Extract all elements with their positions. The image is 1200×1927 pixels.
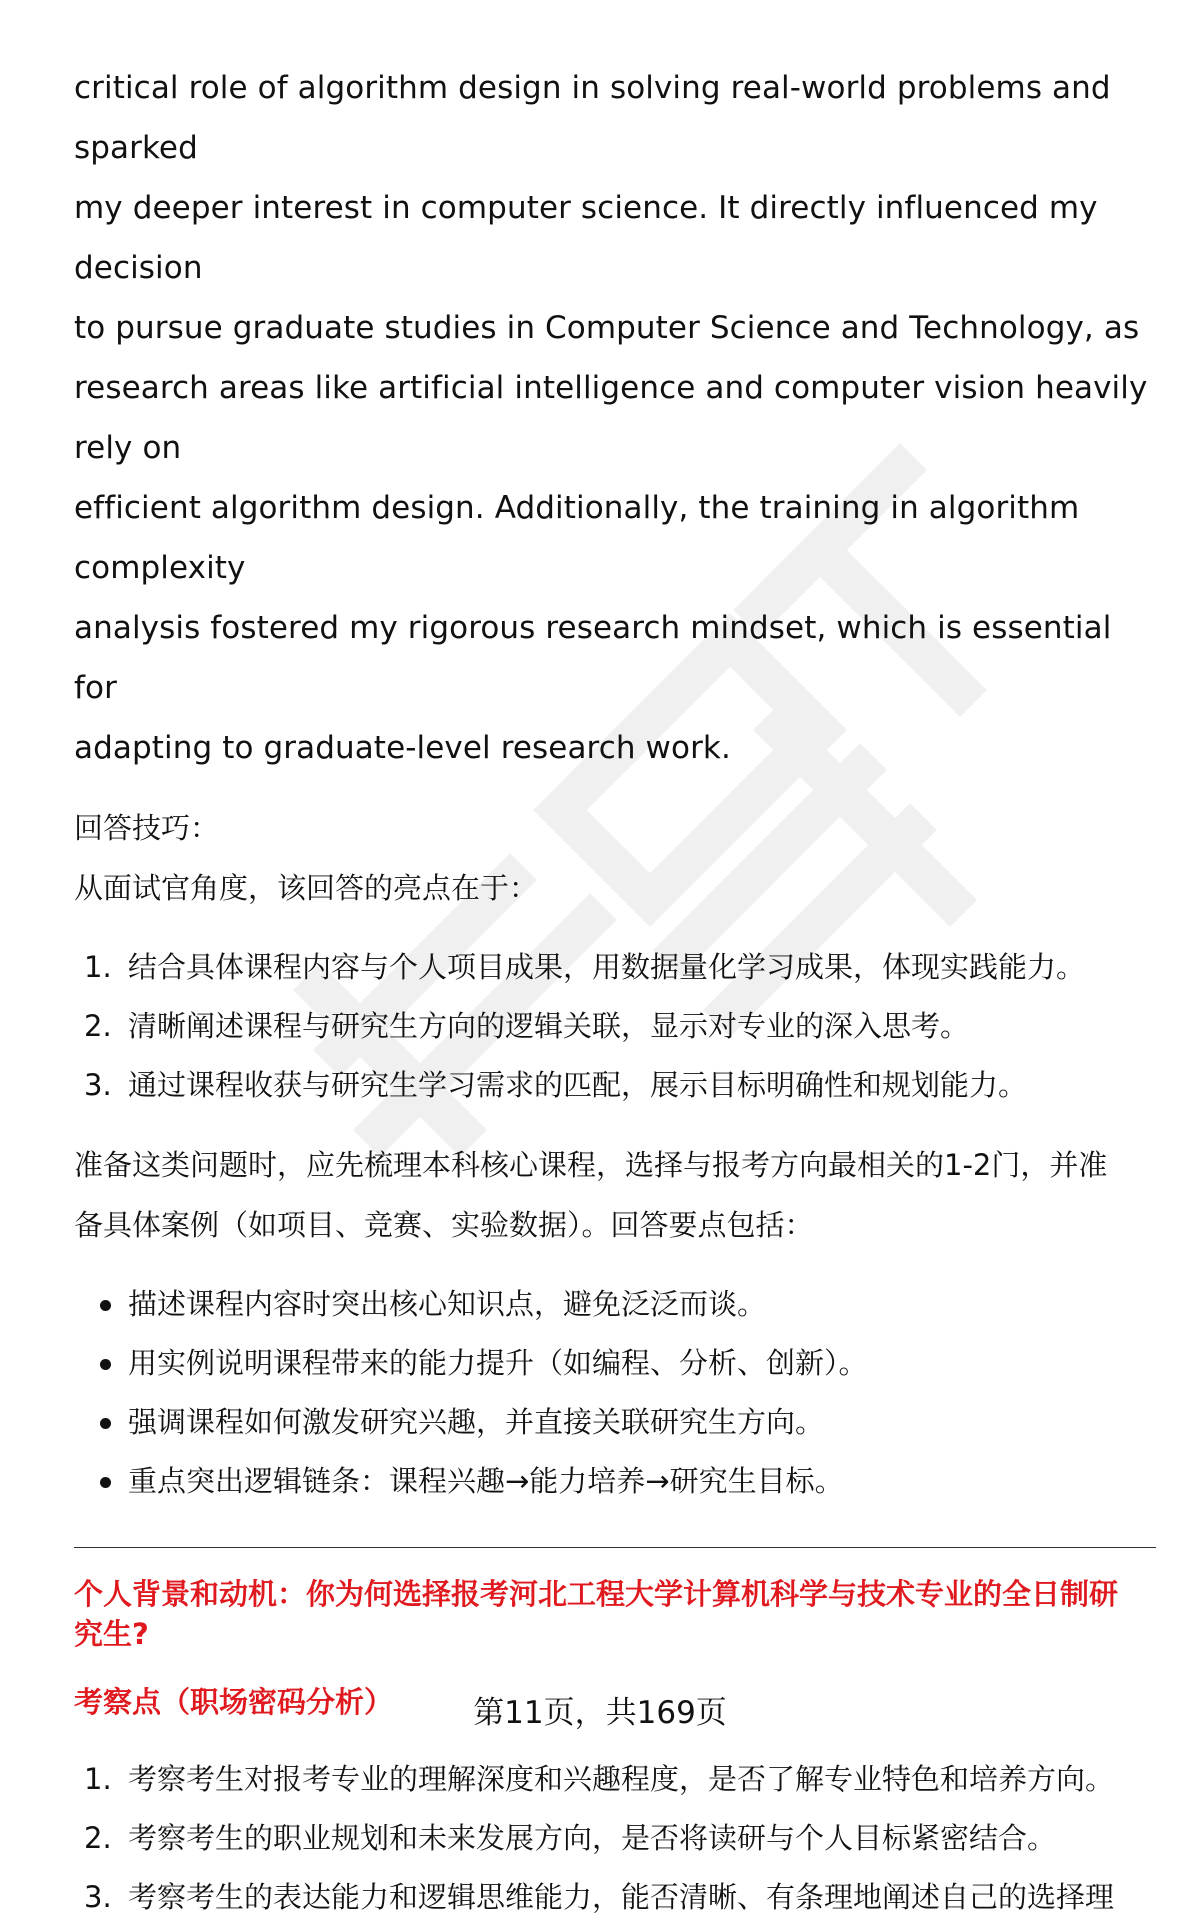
prep-line: 备具体案例（如项目、竞赛、实验数据）。回答要点包括： xyxy=(74,1208,814,1242)
list-item xyxy=(74,1809,1156,1868)
points-list xyxy=(74,1275,1156,1511)
list-number: 3. xyxy=(84,1880,112,1914)
list-item xyxy=(74,1056,1156,1115)
list-item-text: 用实例说明课程带来的能力提升（如编程、分析、创新）。 xyxy=(128,1346,868,1380)
list-item-text: 强调课程如何激发研究兴趣，并直接关联研究生方向。 xyxy=(128,1405,825,1439)
highlights-list xyxy=(74,938,1156,1115)
intro-line: efficient algorithm design. Additionally, the training in algorithm complexity xyxy=(74,490,1080,586)
intro-line: adapting to graduate-level research work. xyxy=(74,730,731,766)
list-item xyxy=(74,1275,1156,1334)
list-number: 1. xyxy=(84,1762,112,1796)
list-item xyxy=(74,1868,1156,1927)
intro-line: analysis fostered my rigorous research mindset, which is essential for xyxy=(74,610,1112,706)
prep-line: 准备这类问题时，应先梳理本科核心课程，选择与报考方向最相关的1-2门，并准 xyxy=(74,1148,1108,1182)
list-item xyxy=(74,1393,1156,1452)
document-page xyxy=(74,58,1156,1927)
bullet-icon xyxy=(100,1418,111,1429)
question-line: 个人背景和动机：你为何选择报考河北工程大学计算机科学与技术专业的全日制研 xyxy=(74,1577,1119,1611)
intro-paragraph xyxy=(74,58,1156,778)
list-item-text: 考察考生的表达能力和逻辑思维能力，能否清晰、有条理地阐述自己的选择理 xyxy=(128,1880,1115,1914)
list-item xyxy=(74,1334,1156,1393)
intro-line: critical role of algorithm design in solving real-world problems and sparked xyxy=(74,70,1111,166)
bullet-icon xyxy=(100,1359,111,1370)
intro-line: my deeper interest in computer science. It directly influenced my decision xyxy=(74,190,1098,286)
bullet-icon xyxy=(100,1477,111,1488)
list-item-text: 清晰阐述课程与研究生方向的逻辑关联，显示对专业的深入思考。 xyxy=(128,1009,970,1043)
page-footer: 第11页，共169页 xyxy=(473,1695,727,1731)
list-item xyxy=(74,1452,1156,1511)
prep-paragraph xyxy=(74,1135,1156,1255)
list-item-text: 考察考生的职业规划和未来发展方向，是否将读研与个人目标紧密结合。 xyxy=(128,1821,1057,1855)
list-item-text: 考察考生对报考专业的理解深度和兴趣程度，是否了解专业特色和培养方向。 xyxy=(128,1762,1115,1796)
intro-line: research areas like artificial intelligence and computer vision heavily rely on xyxy=(74,370,1148,466)
intro-line: to pursue graduate studies in Computer Science and Technology, as xyxy=(74,310,1140,346)
question-line: 究生? xyxy=(74,1617,149,1651)
exam-points-list xyxy=(74,1750,1156,1927)
list-item-text: 描述课程内容时突出核心知识点，避免泛泛而谈。 xyxy=(128,1287,767,1321)
list-item xyxy=(74,938,1156,997)
list-item xyxy=(74,997,1156,1056)
tips-label: 回答技巧： xyxy=(74,811,220,845)
list-number: 2. xyxy=(84,1821,112,1855)
list-item-text: 重点突出逻辑链条：课程兴趣→能力培养→研究生目标。 xyxy=(128,1464,844,1498)
section-divider xyxy=(74,1547,1156,1548)
question-heading xyxy=(74,1574,1156,1654)
list-item xyxy=(74,1750,1156,1809)
list-number: 1. xyxy=(84,950,112,984)
tips-intro: 从面试官角度，该回答的亮点在于： xyxy=(74,871,539,905)
list-item-text: 通过课程收获与研究生学习需求的匹配，展示目标明确性和规划能力。 xyxy=(128,1068,1028,1102)
bullet-icon xyxy=(100,1300,111,1311)
list-item-text: 结合具体课程内容与个人项目成果，用数据量化学习成果，体现实践能力。 xyxy=(128,950,1086,984)
exam-point-heading: 考察点（职场密码分析） xyxy=(74,1685,394,1719)
list-number: 3. xyxy=(84,1068,112,1102)
list-number: 2. xyxy=(84,1009,112,1043)
